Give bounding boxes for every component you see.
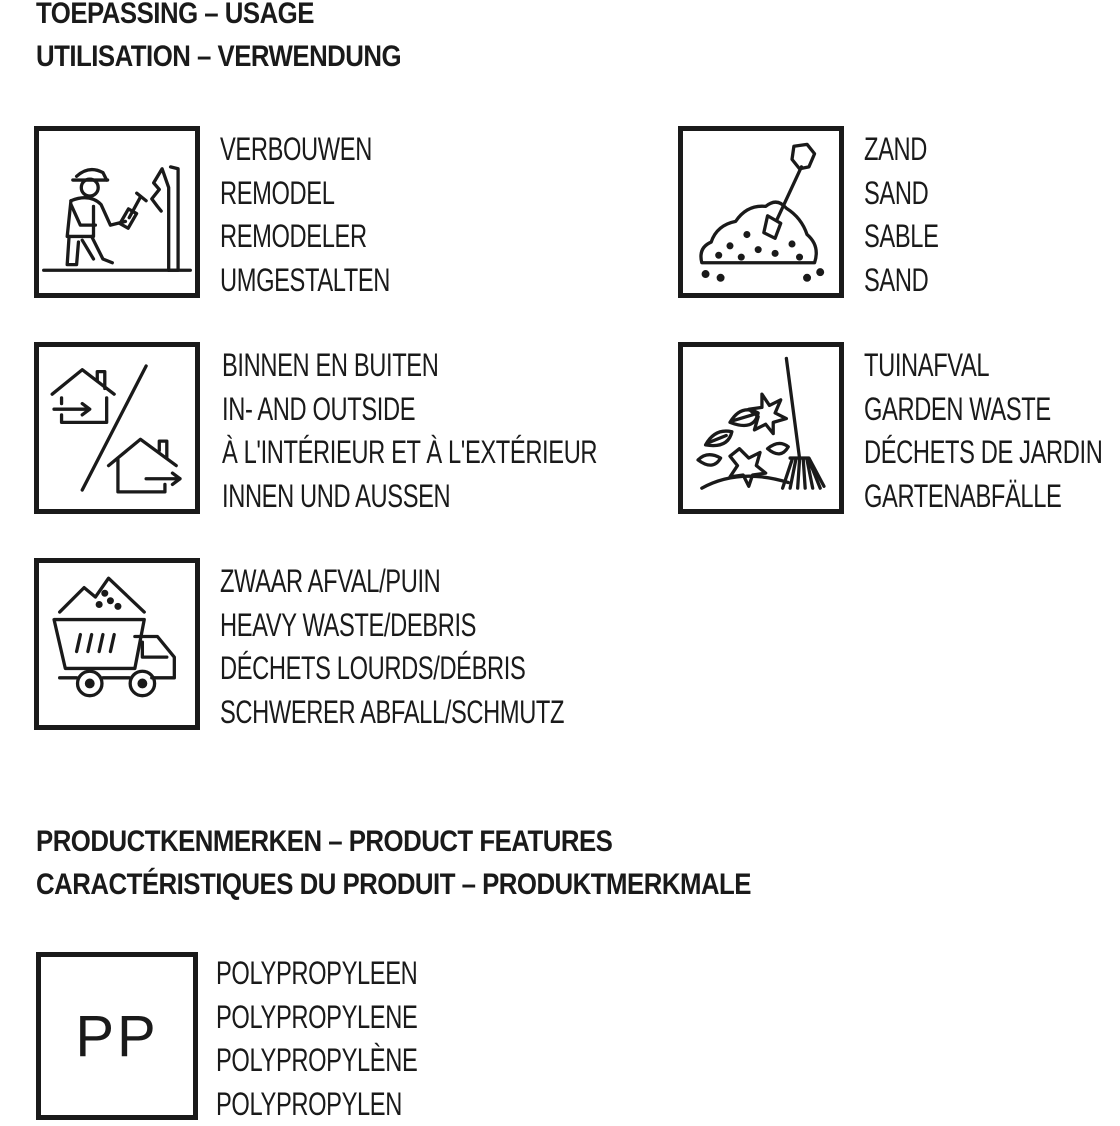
label-line: TUINAFVAL xyxy=(864,344,1102,388)
pp-icon-text: PP xyxy=(41,957,193,1115)
label-line: DÉCHETS DE JARDIN xyxy=(864,431,1102,475)
garden-waste-rake-icon xyxy=(678,342,844,514)
label-line: DÉCHETS LOURDS/DÉBRIS xyxy=(220,647,564,691)
features-heading-line-1: PRODUCTKENMERKEN – PRODUCT FEATURES xyxy=(36,820,751,863)
label-line: BINNEN EN BUITEN xyxy=(222,344,597,388)
label-line: INNEN UND AUSSEN xyxy=(222,475,597,519)
label-line: SAND xyxy=(864,259,938,303)
label-line: SAND xyxy=(864,172,938,216)
indoor-outdoor-house-icon xyxy=(34,342,200,514)
sand-shovel-icon xyxy=(678,126,844,298)
remodel-worker-icon xyxy=(34,126,200,298)
label-line: À L'INTÉRIEUR ET À L'EXTÉRIEUR xyxy=(222,431,597,475)
label-line: GARDEN WASTE xyxy=(864,388,1102,432)
label-line: ZWAAR AFVAL/PUIN xyxy=(220,560,564,604)
label-line: UMGESTALTEN xyxy=(220,259,390,303)
label-line: SABLE xyxy=(864,215,938,259)
label-line: REMODELER xyxy=(220,215,390,259)
features-heading-line-2: CARACTÉRISTIQUES DU PRODUIT – PRODUKTMERKMALE xyxy=(36,863,751,906)
remodel-labels xyxy=(220,128,390,302)
label-line: IN- AND OUTSIDE xyxy=(222,388,597,432)
usage-heading xyxy=(36,0,401,78)
indoor-outdoor-labels xyxy=(222,344,597,518)
label-line: POLYPROPYLENE xyxy=(216,996,417,1040)
label-line: VERBOUWEN xyxy=(220,128,390,172)
label-line: POLYPROPYLÈNE xyxy=(216,1039,417,1083)
polypropylene-labels xyxy=(216,952,417,1126)
label-line: HEAVY WASTE/DEBRIS xyxy=(220,604,564,648)
heavy-waste-labels xyxy=(220,560,564,734)
label-line: ZAND xyxy=(864,128,938,172)
label-line: GARTENABFÄLLE xyxy=(864,475,1102,519)
polypropylene-pp-icon xyxy=(36,952,198,1120)
label-line: POLYPROPYLEEN xyxy=(216,952,417,996)
label-line: REMODEL xyxy=(220,172,390,216)
usage-heading-line-1: TOEPASSING – USAGE xyxy=(36,0,401,35)
label-line: SCHWERER ABFALL/SCHMUTZ xyxy=(220,691,564,735)
label-line: POLYPROPYLEN xyxy=(216,1083,417,1126)
sand-labels xyxy=(864,128,938,302)
features-heading xyxy=(36,820,751,906)
debris-truck-icon xyxy=(34,558,200,730)
garden-waste-labels xyxy=(864,344,1102,518)
usage-heading-line-2: UTILISATION – VERWENDUNG xyxy=(36,35,401,78)
